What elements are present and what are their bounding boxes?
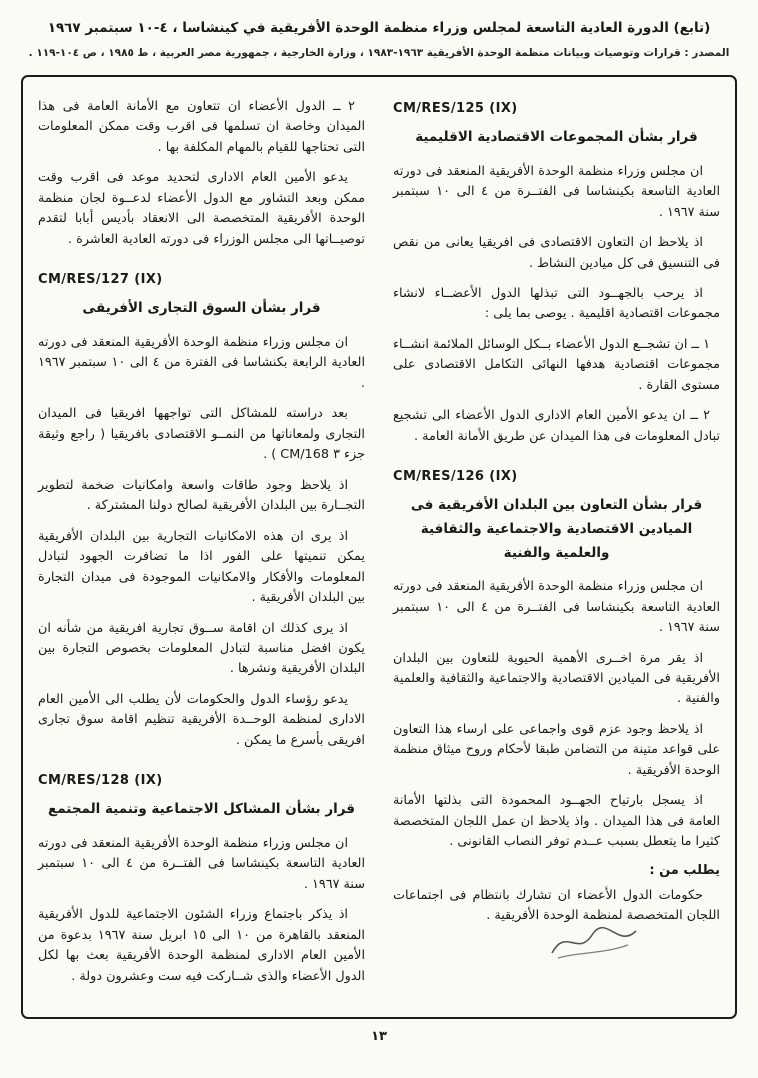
res126-reaffirms: اذ يقر مرة اخــرى الأهمية الحيوية للتعاون بين البلدان الأفريقية فى الميادين الاقتصادية والاجتماعية والثقافية والعلمية والفنية . — [393, 650, 720, 707]
res125-welcomes: اذ يرحب بالجهــود التى تبذلها الدول الأعضــاء لانشاء مجموعات اقتصادية اقليمية . يوصى بما يلى : — [393, 285, 720, 322]
resolution-code-126: CM/RES/126 (IX) — [393, 469, 518, 485]
res126-requests-label: يطلب من : — [649, 862, 720, 878]
content-frame — [21, 75, 737, 1019]
resolution-title-126: قرار بشأن التعاون بين البلدان الأفريقية فى الميادين الاقتصادية والاجتماعية والثقافية والعلمية والفنية — [410, 497, 703, 561]
res127-preamble: ان مجلس وزراء منظمة الوحدة الأفريقية المنعقد فى دورته العادية الرابعة بكنشاسا فى الفترة من ٤ الى ١٠ سبتمبر ١٩٦٧ . — [38, 334, 365, 391]
left-column — [38, 97, 365, 1017]
res125-notes: اذ يلاحظ ان التعاون الاقتصادى فى افريقيا يعانى من نقص فى التنسيق فى كل ميادين النشاط . — [393, 235, 720, 271]
res125-item-1: ١ ــ ان تشجــع الدول الأعضاء بــكل الوسائل الملائمة انشــاء مجموعات اقتصادية هدفها النهائى التكامل الاقتصادى على مستوى القارة . — [393, 336, 720, 393]
resolution-code-127: CM/RES/127 (IX) — [38, 272, 163, 288]
page-number: ١٣ — [371, 1029, 387, 1044]
res128-recalls: اذ يذكر باجتماع وزراء الشئون الاجتماعية للدول الأفريقية المنعقد بالقاهرة من ١٠ الى ١٥ ابريل سنة ١٩٦٧ بدعوة من الأمين العام الادارى لمنظمة الوحدة الأفريقية بعث بها لكل الدول الأعضاء والذى شــاركت فيه ست وعشرون دولة . — [38, 907, 365, 984]
document-header — [0, 0, 758, 59]
document-source-line: المصدر : قرارات وتوصيات وبيانات منظمة الوحدة الأفريقية ١٩٦٣-١٩٨٣ ، وزارة الخارجية ، جمهورية مصر العربية ، ط ١٩٨٥ ، ص ١٠٤-١١٩ . — [28, 47, 730, 59]
res126-preamble: ان مجلس وزراء منظمة الوحدة الأفريقية المنعقد فى دورته العادية التاسعة بكينشاسا فى الفتــرة من ٤ الى ١٠ سبتمبر سنة ١٩٦٧ . — [393, 579, 720, 636]
continued-invites: يدعو الأمين العام الادارى لتحديد موعد فى اقرب وقت ممكن وبعد التشاور مع الدول الأعضاء لدعــوة لجان منظمة الوحدة الأفريقية المتخصصة الى الانعقاد بأديس أبابا لتقدم توصيــاتها الى مجلس الوزراء فى دورته العادية العاشرة . — [38, 170, 365, 247]
res126-requests: حكومات الدول الأعضاء ان تشارك بانتظام فى اجتماعات اللجان المتخصصة لمنظمة الوحدة الأفريقية . — [393, 887, 720, 924]
res125-item-2: ٢ ــ ان يدعو الأمين العام الادارى الدول الأعضاء الى تشجيع تبادل المعلومات فى هذا الميدان عن طريق الأمانة العامة . — [393, 408, 720, 444]
res127-notes: اذ يلاحظ وجود طاقات واسعة وامكانيات ضخمة لتطوير التجــارة بين البلدان الأفريقية لصالح دولنا المشتركة . — [38, 477, 365, 514]
right-column — [393, 97, 720, 1017]
document-title: (تابع) الدورة العادية التاسعة لمجلس وزراء منظمة الوحدة الأفريقية في كينشاسا ، ٤-١٠ سبتمبر ١٩٦٧ — [47, 20, 711, 36]
res127-considers-2: اذ يرى كذلك ان اقامة ســوق تجارية افريقية من شأنه ان يكون افضل مناسبة لتبادل المعلومات بخصوص التجارة بين البلدان الأفريقية ونشرها . — [38, 620, 365, 677]
resolution-title-128: قرار بشأن المشاكل الاجتماعية وتنمية المجتمع — [48, 801, 355, 818]
res126-records: اذ يسجل بارتياح الجهــود المحمودة التى بذلتها الأمانة العامة فى هذا الميدان . واذ يلاحظ ان عمل اللجان المتخصصة كثيرا ما يتعطل بسبب عــدم توفر النصاب القانونى . — [393, 793, 720, 850]
res127-invites: يدعو رؤساء الدول والحكومات لأن يطلب الى الأمين العام الادارى لمنظمة الوحــدة الأفريقية تنظيم اقامة سوق تجارى افريقى بأسرع ما يمكن . — [38, 691, 365, 748]
resolution-title-125: قرار بشأن المجموعات الاقتصادية الاقليمية — [415, 129, 698, 145]
resolution-code-128: CM/RES/128 (IX) — [38, 773, 163, 789]
resolution-code-125: CM/RES/125 (IX) — [393, 101, 518, 116]
res127-considers: اذ يرى ان هذه الامكانيات التجارية بين البلدان الأفريقية يمكن تنميتها على الفور اذا ما تضافرت الجهود لتبادل المعلومات والأفكار والامكانيات الموجودة فى ميدان التجارة بين البلدان الأفريقية . — [38, 528, 365, 606]
resolution-title-127: قرار بشأن السوق التجارى الأفريقى — [82, 300, 321, 317]
res128-preamble: ان مجلس وزراء منظمة الوحدة الأفريقية المنعقد فى دورته العادية التاسعة بكينشاسا فى الفتــرة من ٤ الى ١٠ سبتمبر سنة ١٩٦٧ . — [38, 835, 365, 892]
res127-study: بعد دراسته للمشاكل التى تواجهها افريقيا فى الميدان التجارى ولمعاناتها من النمــو الاقتصادى بافريقيا ( راجع وثيقة جزء ٣ CM/168 ) . — [38, 406, 365, 463]
continued-item-2: ٢ ــ الدول الأعضاء ان تتعاون مع الأمانة العامة فى هذا الميدان وخاصة ان تسلمها فى اقرب وقت ممكن المعلومات التى تحتاجها للقيام بالمهام المكلفة بها . — [38, 99, 365, 155]
res125-preamble: ان مجلس وزراء منظمة الوحدة الأفريقية المنعقد فى دورته العادية التاسعة بكينشاسا فى الفتــرة من ٤ الى ١٠ سبتمبر سنة ١٩٦٧ . — [393, 163, 720, 220]
res126-notes: اذ يلاحظ وجود عزم قوى واجماعى على ارساء هذا التعاون على قواعد متينة من التضامن طبقا لأحكام وروح ميثاق منظمة الوحدة الأفريقية . — [393, 721, 720, 778]
